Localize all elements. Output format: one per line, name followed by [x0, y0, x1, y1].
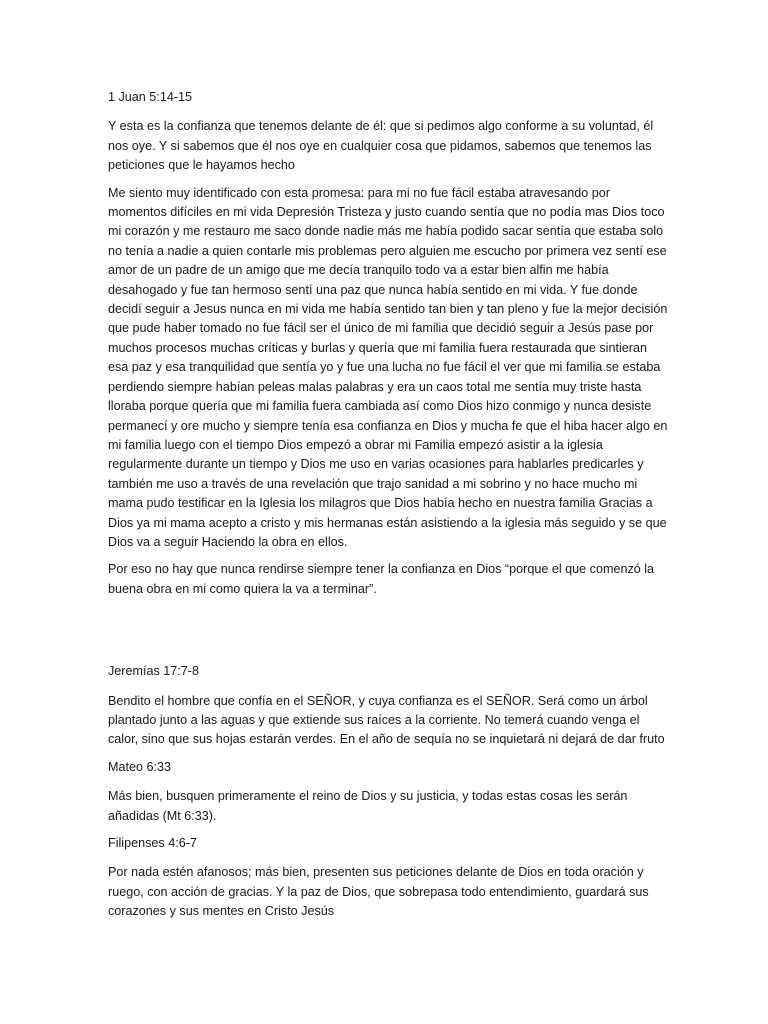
document-page: [108, 88, 668, 930]
scripture-verse: Bendito el hombre que confía en el SEÑOR, y cuya confianza es el SEÑOR. Será como un árbol plantado junto a las aguas y que extiende sus raíces a la corriente. No temerá cuando venga el calor, sino que sus hojas estarán verdes. En el año de sequía no se inquietará ni dejará de dar fruto: [108, 693, 665, 747]
section-gap: [108, 607, 668, 662]
scripture-verse: Más bien, busquen primeramente el reino de Dios y su justicia, y todas estas cosas les serán añadidas (Mt 6:33).: [108, 789, 628, 823]
scripture-reference: 1 Juan 5:14-15: [108, 90, 193, 104]
scripture-reference: Filipenses 4:6-7: [108, 836, 197, 850]
scripture-verse: Por nada estén afanosos; más bien, presenten sus peticiones delante de Dios en toda oración y ruego, con acción de gracias. Y la paz de Dios, que sobrepasa todo entendimiento, guardará sus corazones y sus mentes en Cristo Jesús: [108, 865, 649, 919]
scripture-reference: Mateo 6:33: [108, 759, 172, 774]
scripture-reference: Jeremías 17:7-8: [108, 664, 199, 679]
scripture-verse: Y esta es la confianza que tenemos delante de él: que si pedimos algo conforme a su voluntad, él nos oye. Y si sabemos que él nos oye en cualquier cosa que pidamos, sabemos que tenemos las peticiones que le hayamos hecho: [108, 119, 654, 173]
testimony-paragraph: Me siento muy identificado con esta promesa: para mi no fue fácil estaba atravesando por momentos difíciles en mi vida Depresión Tristeza y justo cuando sentía que no podía mas Dios toco mi corazón y me restauro me saco donde nadie más me había podido sacar sentía que estaba solo no tenía a nadie a quien contarle mis problemas pero alguien me escucho por primera vez sentí ese amor de un padre de un amigo que me decía tranquilo todo va a estar bien alfin me había desahogado y fue tan hermoso sentí una paz que nunca había sentido en mi vida. Y fue donde decidí seguir a Jesus nunca en mi vida me había sentido tan bien y tan pleno y fue la mejor decisión que pude haber tomado no fue fácil ser el único de mi familia que decidió seguir a Jesús pase por muchos procesos muchas críticas y burlas y quería que mi familia fuera restaurada que sintieran esa paz y esa tranquilidad que sentía yo y fue una lucha no fue fácil el ver que mi familia se estaba perdiendo siempre habían peleas malas palabras y era un caos total me sentía muy triste hasta lloraba porque quería que mi familia fuera cambiada así como Dios hizo conmigo y nunca desiste permanecí y ore mucho y siempre tenía esa confianza en Dios y mucha fe que el hiba hacer algo en mi familia luego con el tiempo Dios empezó a obrar mi Familia empezó asistir a la iglesia regularmente durante un tiempo y Dios me uso en varias ocasiones para hablarles predicarles y también me uso a través de una revelación que trajo sanidad a mi sobrino y no hace mucho mi mama pudo testificar en la Iglesia los milagros que Dios había hecho en nuestra familia Gracias a Dios ya mi mama acepto a cristo y mis hermanas están asistiendo a la iglesia más seguido y se que Dios va a seguir Haciendo la obra en ellos.: [108, 185, 668, 549]
closing-paragraph: Por eso no hay que nunca rendirse siempre tener la confianza en Dios “porque el que comenzó la buena obra en mi como quiera la va a terminar”.: [108, 562, 655, 596]
